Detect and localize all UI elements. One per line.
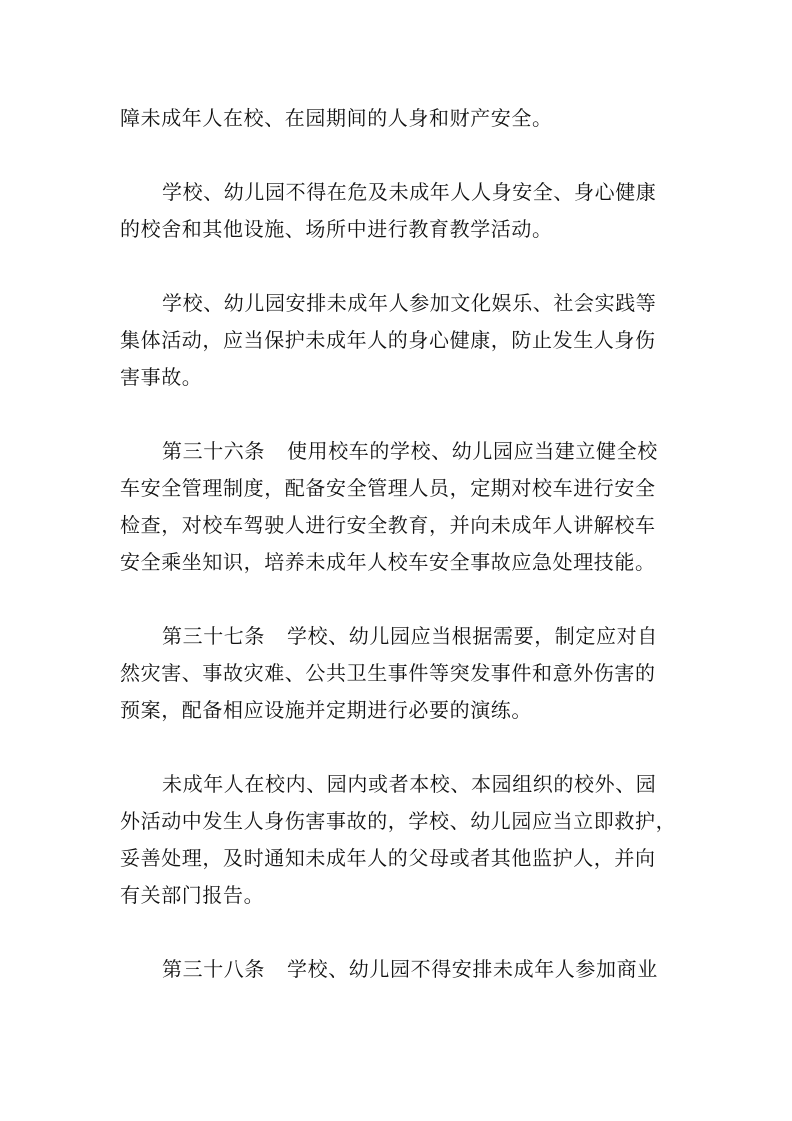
article-38-paragraph [120, 951, 680, 988]
text-line: 害事故。 [120, 365, 203, 389]
text-line: 集体活动，应当保护未成年人的身心健康，防止发生人身伤 [120, 328, 656, 352]
paragraph-continuation [120, 100, 680, 137]
paragraph [120, 285, 680, 396]
text-line: 安全乘坐知识，培养未成年人校车安全事故应急处理技能。 [120, 550, 656, 574]
text-line: 预案，配备相应设施并定期进行必要的演练。 [120, 698, 532, 722]
paragraph [120, 174, 680, 248]
text-line [120, 951, 680, 988]
text-line [120, 618, 680, 655]
text-line: 然灾害、事故灾难、公共卫生事件等突发事件和意外伤害的 [120, 661, 656, 685]
text-line: 学校、幼儿园不得在危及未成年人人身安全、身心健康 [162, 180, 657, 204]
article-36-paragraph [120, 433, 680, 581]
text-line: 妥善处理，及时通知未成年人的父母或者其他监护人，并向 [120, 846, 656, 870]
article-number: 第三十六条 [162, 439, 265, 463]
text-line: 学校、幼儿园安排未成年人参加文化娱乐、社会实践等 [162, 291, 657, 315]
text-line [120, 433, 680, 470]
text-line: 外活动中发生人身伤害事故的，学校、幼儿园应当立即救护， [120, 809, 677, 833]
article-text: 使用校车的学校、幼儿园应当建立健全校 [287, 439, 658, 463]
text-line: 未成年人在校内、园内或者本校、本园组织的校外、园 [162, 772, 657, 796]
article-number: 第三十八条 [162, 957, 265, 981]
paragraph [120, 766, 680, 914]
article-text: 学校、幼儿园不得安排未成年人参加商业 [287, 957, 658, 981]
article-37-paragraph [120, 618, 680, 729]
text-line: 检查，对校车驾驶人进行安全教育，并向未成年人讲解校车 [120, 513, 656, 537]
text-line: 车安全管理制度，配备安全管理人员，定期对校车进行安全 [120, 476, 656, 500]
article-number: 第三十七条 [162, 624, 265, 648]
text-line: 有关部门报告。 [120, 883, 265, 907]
document-body [120, 100, 680, 988]
text-line: 障未成年人在校、在园期间的人身和财产安全。 [120, 106, 553, 130]
text-line: 的校舍和其他设施、场所中进行教育教学活动。 [120, 217, 553, 241]
article-text: 学校、幼儿园应当根据需要，制定应对自 [287, 624, 658, 648]
